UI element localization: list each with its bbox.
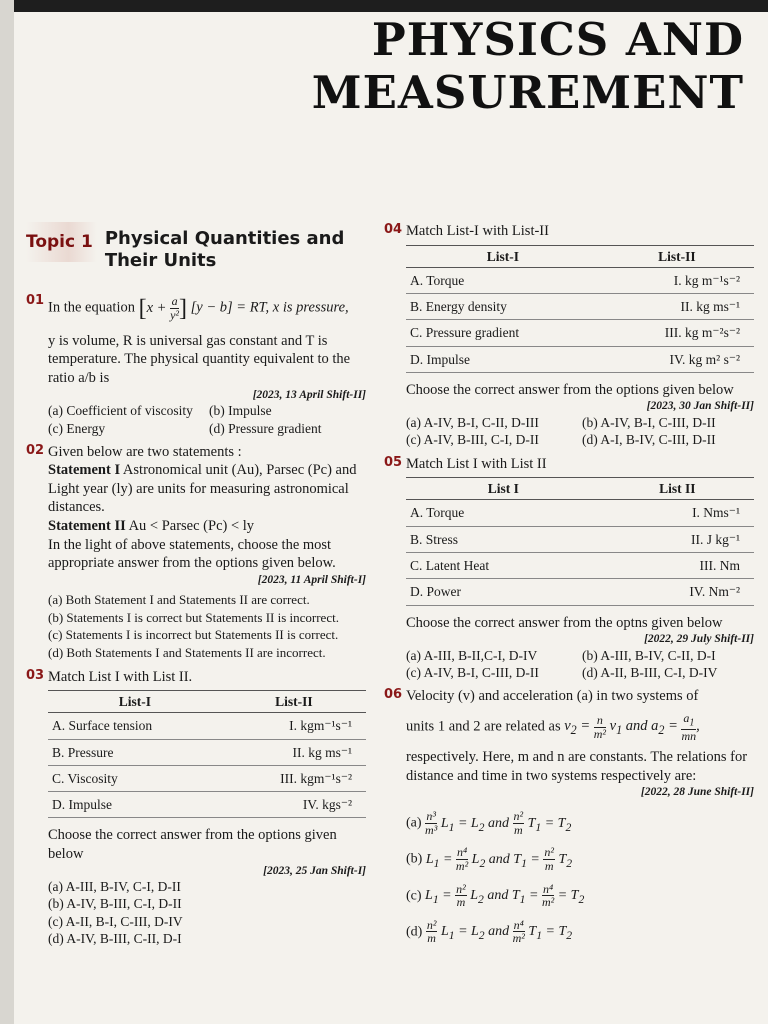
option-b: (b) $L_1$ = $\frac{\text{n⁴}}{\text{m²}}$ $L_2$ and $T_1$ = $\frac{\text{n²}}{m}$ $T_2$ [406,845,573,873]
question-number: 06 [384,687,403,703]
question-01 [26,293,366,437]
question-number: 03 [26,667,45,683]
question-number: 02 [26,442,45,458]
options [406,647,754,682]
topic-header [26,222,366,271]
option-b: (b) Statements I is correct but Statements II is incorrect. [48,609,339,625]
exam-source: [2022, 28 June Shift-II] [640,786,754,799]
option-b: (b) A-IV, B-I, C-III, D-II [582,415,716,431]
top-rule [14,0,768,12]
option-b: (b) A-III, B-IV, C-II, D-I [582,647,716,663]
options [406,414,754,449]
statement-2: Statement II Au < Parsec (Pc) < ly [48,517,255,534]
table-row: C. Viscosity III. kgm⁻¹s⁻² [48,765,366,791]
table-row: C. Latent Heat III. Nm [406,553,754,579]
exam-source: [2022, 29 July Shift-II] [644,633,754,646]
question-number: 01 [26,293,45,309]
option-d: (d) A-II, B-III, C-I, D-IV [582,665,718,681]
option-a: (a) A-IV, B-I, C-II, D-III [406,415,539,431]
option-c: (c) A-II, B-I, C-III, D-IV [48,913,183,929]
option-c: (c) Energy [48,420,106,436]
chapter-title-line-1: PHYSICS AND [371,13,744,66]
option-a: (a) A-III, B-IV, C-I, D-II [48,879,181,895]
option-a: (a) $\frac{\text{n³}}{\text{m³}}$ $L_1 = L_2$ and $\frac{\text{n²}}{m}$ $T_1 = T_2$ [406,809,572,837]
question-06: 06 Velocity (v) and acceleration (a) in two systems of units 1 and 2 are related as $v_2$ = $\frac{n}{\text{m²}}$ $v_1$ and $a_2$ = $\frac{a_1}{mn}$ , respectively. Here, m and n are constants. The relations for distance and time in two systems respectively are: [2022, 28 June Shift-II] (a) $\frac{\text{n³}}{\text{m³}}$ $L_1 = L_2$ and $\frac{\text{n²}}{m}$ $T_1 = T_2$ (b) $L_1$ = $\frac{\text{n⁴}}{\text{m²}}$ $L_2$ and $T_1$ = $\frac{\text{n²}}{m}$ $T_2$ (c) $L_1$ = $\frac{\text{n²}}{m}$ $L_2$ and $T_1$ = $\frac{\text{n⁴}}{\text{m²}}$ = $T_2$ (d) $\frac{\text{n²}}{m}$ $L_1 = L_2$ and $\frac{\text{n⁴}}{\text{m²}}$ $T_1 = T_2$ [384,687,754,946]
option-d: (d) Pressure gradient [209,420,322,436]
options [48,591,366,661]
question-number: 04 [384,222,403,237]
question-02: 02 Given below are two statements : Statement I Astronomical unit (Au), Parsec (Pc) and Light year (ly) are units for measuring astronomical distances. Statement II Au < Parsec (Pc) < ly In the light of above statements, choose the most appropriate answer from the options given below. [2023, 11 April Shift-I] (a) Both Statement I and Statements II are correct. (b) Statements I is correct but Statements II is incorrect. (c) Statements I is incorrect but Statements II is correct. (d) Both Statements I and Statements II are incorrect. [26,442,366,660]
option-c: (c) A-IV, B-III, C-I, D-II [406,432,539,448]
options [48,878,366,947]
match-table: List I List II A. Torque I. Nms⁻¹ B. Stress II. J kg⁻¹ C. Latent Heat III. Nm D. Power IV. Nm⁻² [406,477,754,605]
option-b: (b) A-IV, B-III, C-I, D-II [48,896,182,912]
right-column [384,222,754,955]
exam-source: [2023, 30 Jan Shift-II] [646,400,754,413]
velocity-acceleration-relation: units 1 and 2 are related as $v_2$ = $\frac{n}{\text{m²}}$ $v_1$ and $a_2$ = $\frac{a_1}{mn}$ , [406,710,700,743]
table-row: C. Pressure gradient III. kg m⁻²s⁻² [406,320,754,346]
question-05: 05 Match List I with List II List I List II A. Torque I. Nms⁻¹ B. Stress II. J kg⁻¹ C. Latent Heat III. Nm D. Power IV. Nm⁻² Choose the correct answer from the optns given below [2022, 29 July Shift-II] (a) A-III, B-II,C-I, D-IV (b) A-III, B-IV, C-II, D-I (c) A-IV, B-I, C-III, D-II (d) A-II, B-III, C-I, D-IV [384,454,754,681]
table-row: A. Surface tension I. kgm⁻¹s⁻¹ [48,713,366,739]
question-01-text: y is volume, R is universal gas constant and T is temperature. The physical quantity equivalent to the ratio a/b is [48,332,351,386]
vander-waals-equation: [x + $\frac{a}{\text{y²}}$ ] [138,294,188,323]
question-number: 05 [384,454,403,470]
option-c: (c) A-IV, B-I, C-III, D-II [406,665,539,681]
chapter-title-line-2: MEASUREMENT [311,65,744,119]
option-c: (c) Statements I is incorrect but Statements II is correct. [48,627,339,643]
options [48,402,366,437]
table-row: B. Stress II. J kg⁻¹ [406,526,754,552]
option-d: (d) A-I, B-IV, C-III, D-II [582,432,716,448]
exam-source: [2023, 11 April Shift-I] [257,573,366,586]
table-row: A. Torque I. Nms⁻¹ [406,500,754,526]
question-01-equation: In the equation [x + $\frac{a}{\text{y²}}$ ] [y − b] = RT, x is pressure, [48,294,349,323]
chapter-title [312,14,744,119]
table-row: D. Power IV. Nm⁻² [406,579,754,605]
option-a: (a) Coefficient of viscosity [48,403,193,419]
option-a: (a) Both Statement I and Statements II are correct. [48,592,310,608]
table-row: A. Torque I. kg m⁻¹s⁻² [406,267,754,293]
question-03: 03 Match List I with List II. List-I List-II A. Surface tension I. kgm⁻¹s⁻¹ B. Pressure II. kg ms⁻¹ C. Viscosity III. kgm⁻¹s⁻² D. Impulse IV. kgs⁻² Choose the correct answer from the options given below [2023, 25 Jan Shift-I] (a) A-III, B-IV, C-I, D-II (b) A-IV, B-III, C-I, D-II (c) A-II, B-I, C-III, D-IV (d) A-IV, B-III, C-II, D-I [26,667,366,947]
options [406,810,754,945]
exam-source: [2023, 13 April Shift-II] [252,388,366,401]
table-row: B. Energy density II. kg ms⁻¹ [406,294,754,320]
option-d: (d) $\frac{\text{n²}}{m}$ $L_1 = L_2$ and $\frac{\text{n⁴}}{\text{m²}}$ $T_1 = T_2$ [406,917,573,946]
match-table: List-I List-II A. Torque I. kg m⁻¹s⁻² B. Energy density II. kg ms⁻¹ C. Pressure gradient III. kg m⁻²s⁻² D. Impulse IV. kg m² s⁻² [406,245,754,373]
match-table: List-I List-II A. Surface tension I. kgm⁻¹s⁻¹ B. Pressure II. kg ms⁻¹ C. Viscosity III. kgm⁻¹s⁻² D. Impulse IV. kgs⁻² [48,690,366,818]
option-c: (c) $L_1$ = $\frac{\text{n²}}{m}$ $L_2$ and $T_1$ = $\frac{\text{n⁴}}{\text{m²}}$ = $T_2$ [406,881,585,910]
table-row: B. Pressure II. kg ms⁻¹ [48,739,366,765]
question-04: 04 Match List-I with List-II List-I List-II A. Torque I. kg m⁻¹s⁻² B. Energy density II. kg ms⁻¹ C. Pressure gradient III. kg m⁻²s⁻² D. Impulse IV. kg m² s⁻² Choose the correct answer from the options given below [2023, 30 Jan Shift-II] (a) A-IV, B-I, C-II, D-III (b) A-IV, B-I, C-III, D-II (c) A-IV, B-III, C-I, D-II (d) A-I, B-IV, C-III, D-II [384,222,754,448]
exam-source: [2023, 25 Jan Shift-I] [263,864,366,877]
left-column [26,222,366,953]
option-a: (a) A-III, B-II,C-I, D-IV [406,647,538,663]
option-d: (d) Both Statements I and Statements II are incorrect. [48,644,326,660]
topic-title: Physical Quantities and Their Units [104,228,345,271]
table-row: D. Impulse IV. kg m² s⁻² [406,346,754,372]
textbook-page [14,0,768,1024]
option-d: (d) A-IV, B-III, C-II, D-I [48,931,182,947]
option-b: (b) Impulse [209,403,272,419]
statement-1: Statement I Astronomical unit (Au), Parsec (Pc) and Light year (ly) are units for measuring astronomical distances. [48,462,357,516]
topic-tag: Topic 1 [26,222,97,262]
table-row: D. Impulse IV. kgs⁻² [48,792,366,818]
